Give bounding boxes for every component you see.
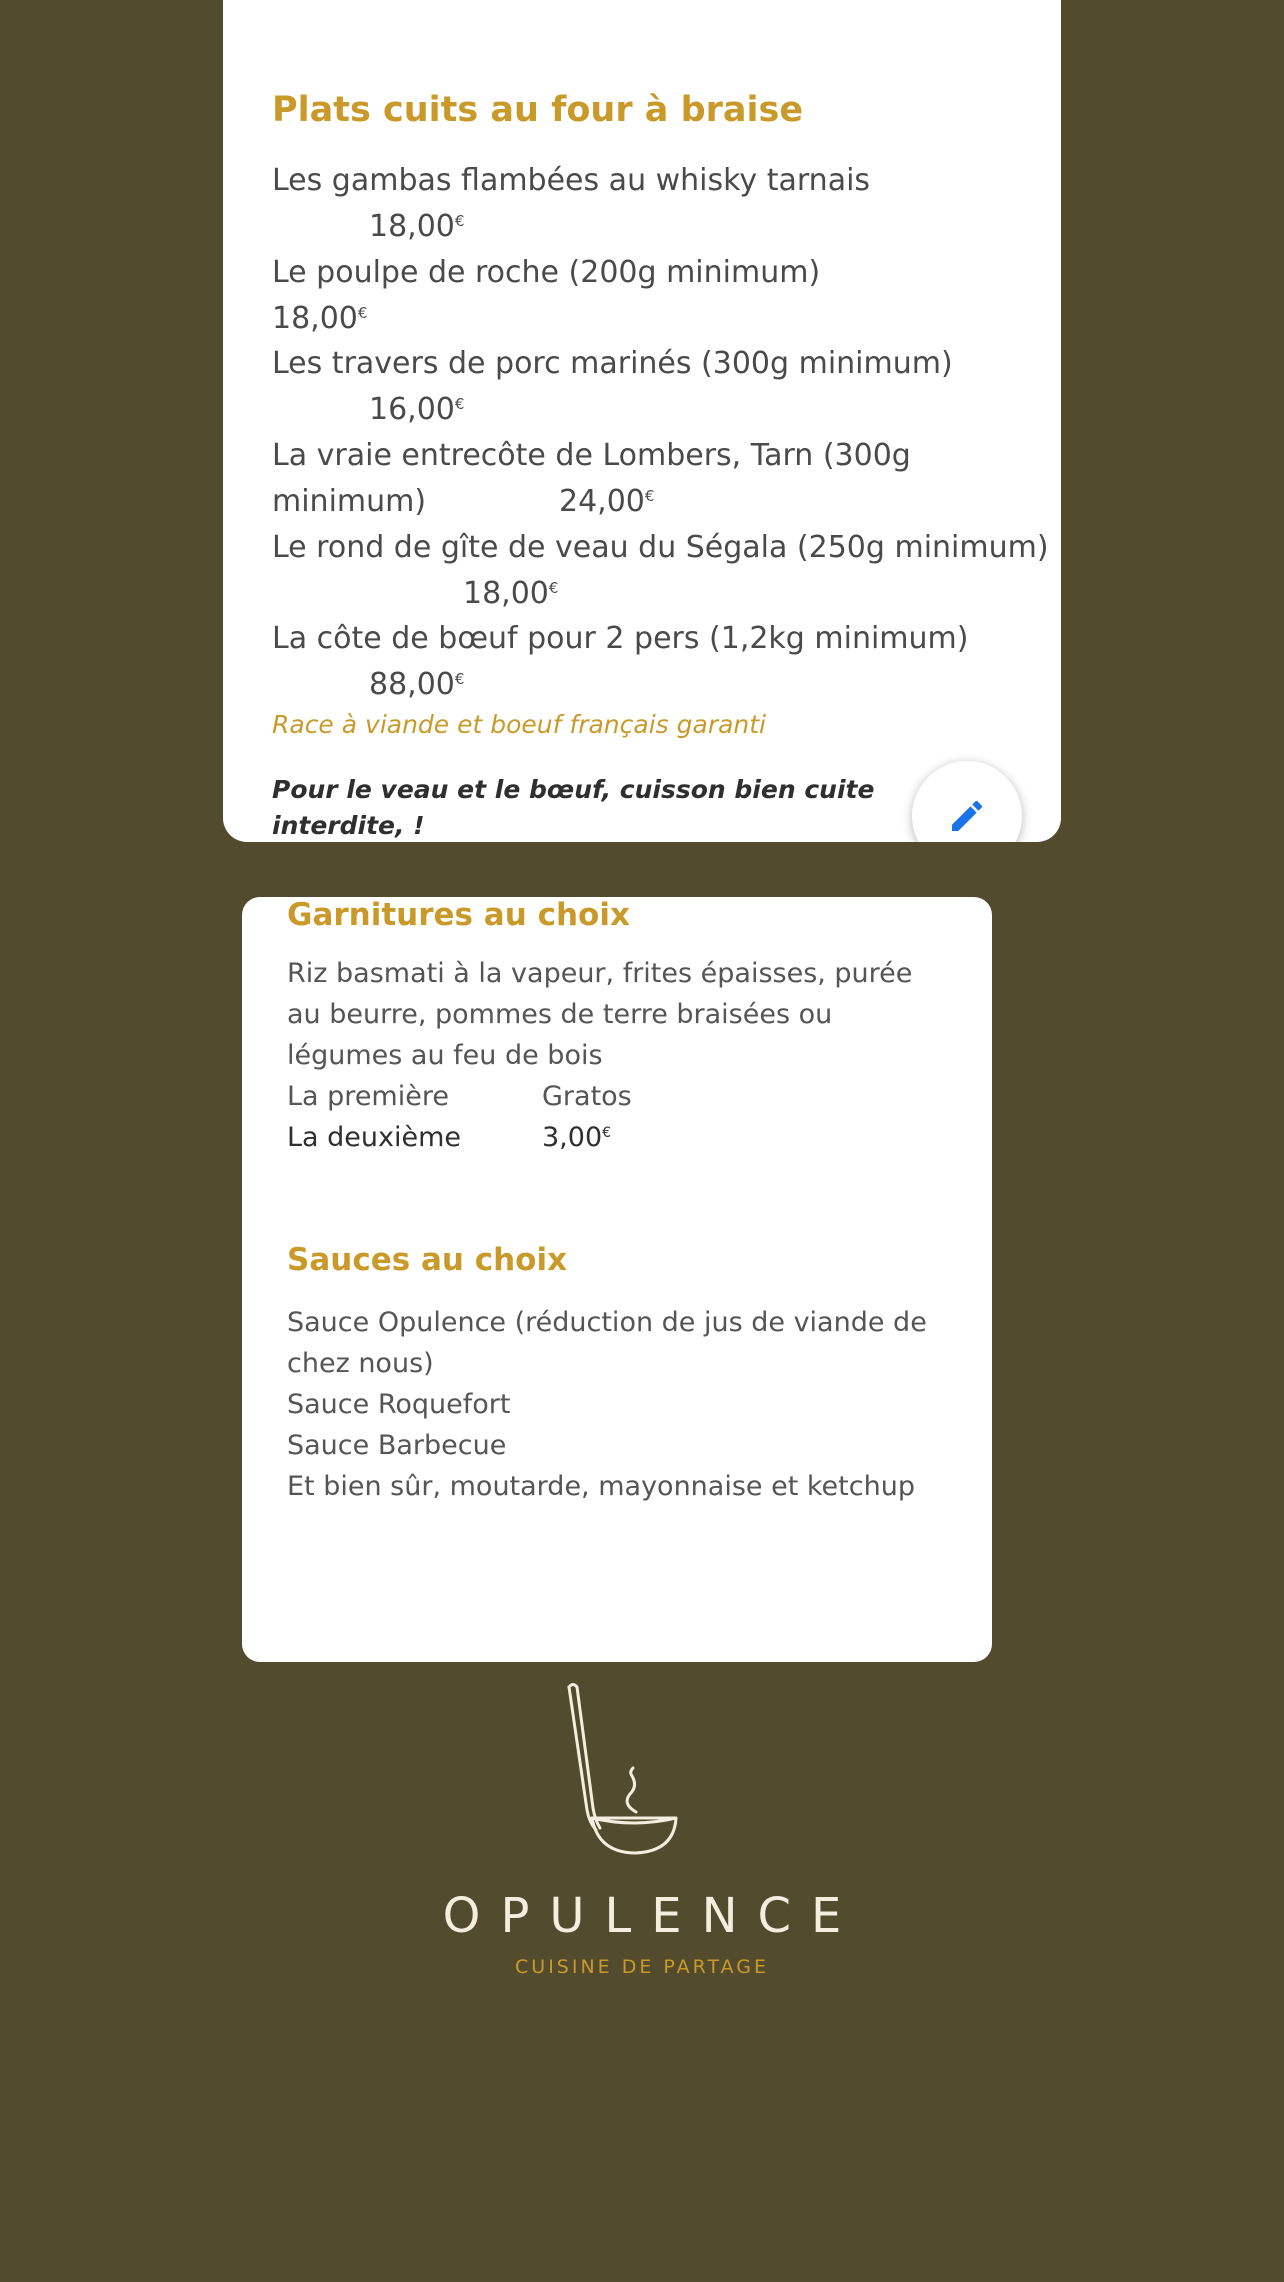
dish-name: Les travers de porc marinés (300g minimum)	[272, 346, 953, 381]
dish-price: 18,00€	[272, 301, 368, 336]
garnitures-description: Riz basmati à la vapeur, frites épaisses, purée au beurre, pommes de terre braisées ou légumes au feu de bois	[287, 958, 913, 1071]
opulence-logo	[0, 1680, 1284, 2000]
dish-price: 24,00€	[559, 484, 655, 519]
garniture-first-value: Gratos	[542, 1081, 632, 1112]
brand-name: OPULENCE	[442, 1888, 862, 1944]
garniture-second-label: La deuxième	[287, 1122, 462, 1153]
cooking-warning: Pour le veau et le bœuf, cuisson bien cuite interdite, !	[272, 775, 875, 840]
garniture-first-label: La première	[287, 1081, 449, 1112]
garniture-second-value: 3,00€	[542, 1122, 612, 1153]
dish-name: Le poulpe de roche (200g minimum)	[272, 255, 821, 290]
dish-name: Les gambas flambées au whisky tarnais	[272, 163, 871, 198]
dish-price: 18,00€	[463, 576, 559, 611]
sauces-title: Sauces au choix	[287, 1242, 568, 1278]
braise-menu-card	[223, 0, 1061, 842]
dish-price: 88,00€	[369, 667, 465, 702]
sides-sauces-card	[242, 897, 992, 1662]
dish-name: La côte de bœuf pour 2 pers (1,2kg minimum)	[272, 621, 969, 656]
beef-guarantee-note: Race à viande et boeuf français garanti	[272, 710, 767, 739]
ladle-icon	[560, 1680, 680, 1860]
sauce-item: Et bien sûr, moutarde, mayonnaise et ketchup	[287, 1471, 915, 1502]
brand-tagline: CUISINE DE PARTAGE	[515, 1956, 769, 1978]
sauce-item: Sauce Roquefort	[287, 1389, 511, 1420]
dish-price: 18,00€	[369, 209, 465, 244]
sauce-item: Sauce Opulence (réduction de jus de viande de chez nous)	[287, 1307, 927, 1379]
sauce-item: Sauce Barbecue	[287, 1430, 507, 1461]
garnitures-title: Garnitures au choix	[287, 897, 630, 933]
pencil-icon	[947, 796, 987, 836]
braise-section-title: Plats cuits au four à braise	[272, 90, 804, 130]
dish-name: Le rond de gîte de veau du Ségala (250g minimum)	[272, 530, 1049, 565]
dish-name: La vraie entrecôte de Lombers, Tarn (300g minimum)	[272, 438, 911, 519]
dish-price: 16,00€	[369, 392, 465, 427]
